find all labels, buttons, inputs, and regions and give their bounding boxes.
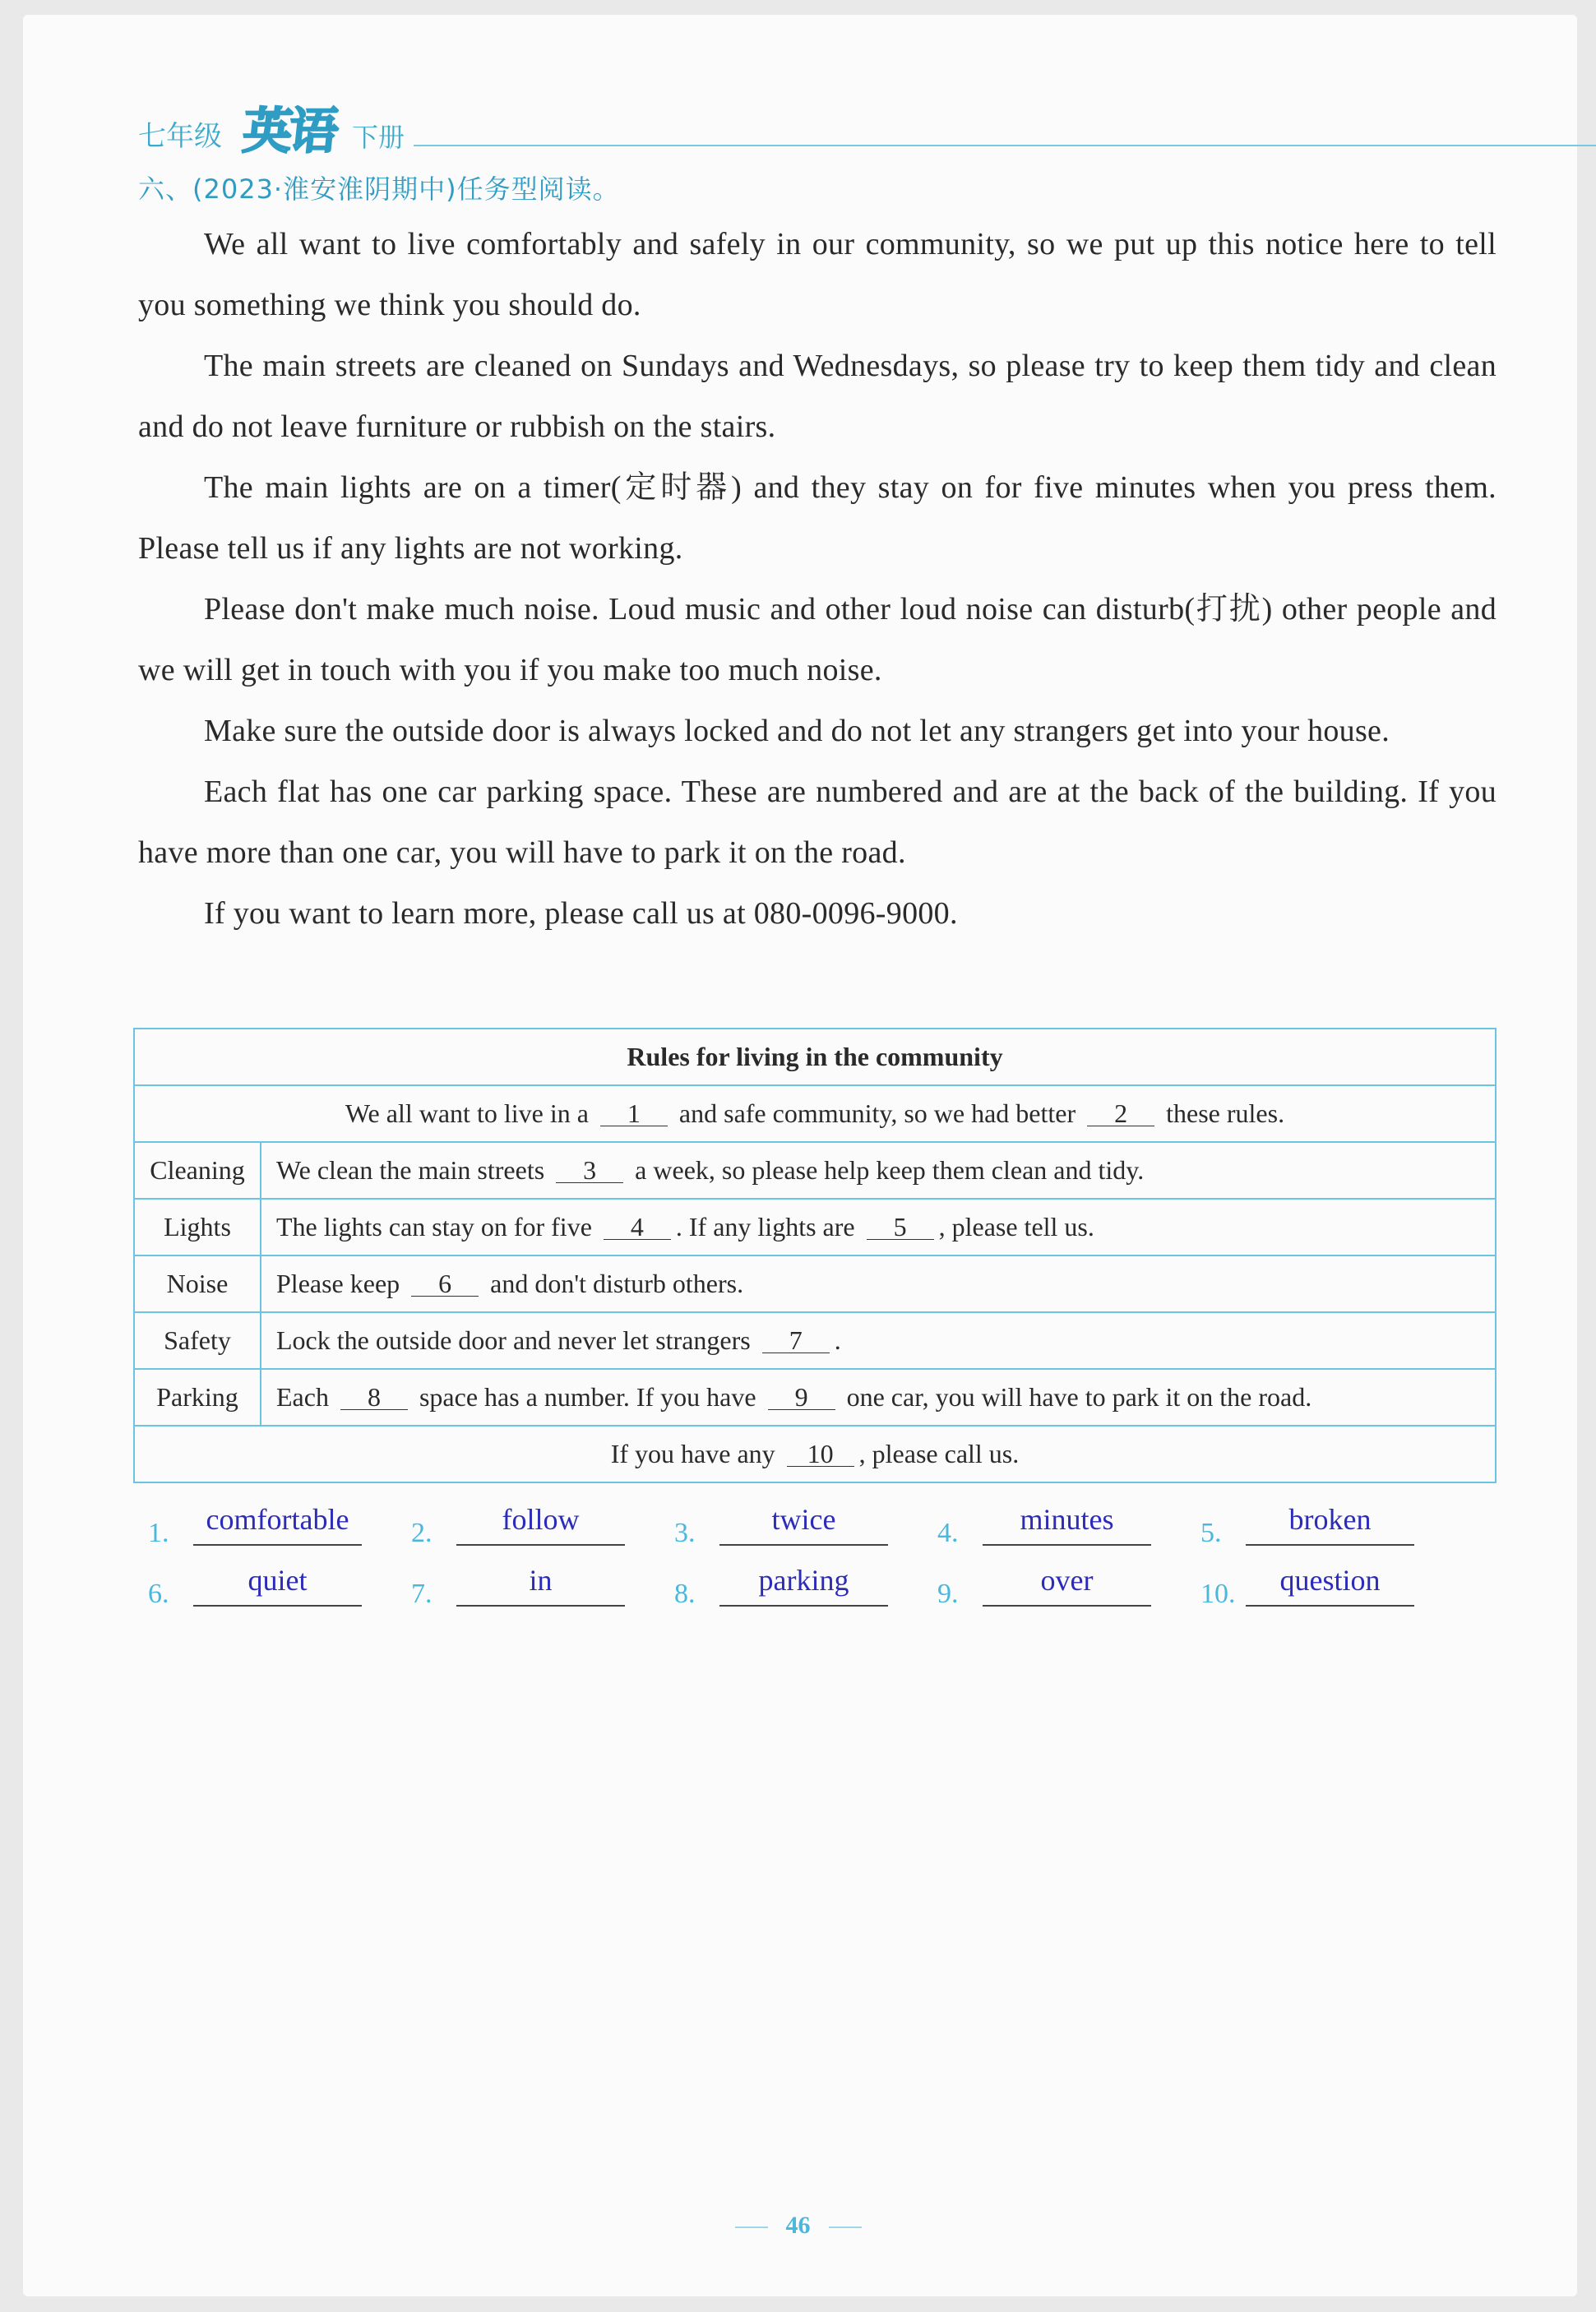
answer-number: 2.: [411, 1518, 433, 1548]
answer-field[interactable]: broken: [1246, 1496, 1414, 1546]
table-row: [134, 1369, 1496, 1426]
blank-5: 5: [867, 1214, 934, 1240]
book-header: [138, 89, 1495, 160]
answer-item: [674, 1557, 921, 1615]
row-text: a week, so please help keep them clean and tidy.: [635, 1155, 1145, 1185]
row-content-cleaning: [261, 1142, 1496, 1199]
answer-field[interactable]: minutes: [983, 1496, 1151, 1546]
answer-item: [1200, 1557, 1447, 1615]
page-number: 46: [785, 2212, 811, 2239]
row-content-noise: [261, 1255, 1496, 1312]
header-volume: 下册: [352, 122, 405, 153]
passage-paragraph: The main lights are on a timer(定时器) and they stay on for five minutes when you press them. Please tell us if any lights are not working.: [138, 470, 1497, 566]
reading-passage: [138, 214, 1497, 944]
answer-number: 10.: [1200, 1579, 1236, 1609]
passage-paragraph: Each flat has one car parking space. These are numbered and are at the back of the building. If you have more than one car, you will have to park it on the road.: [138, 775, 1497, 870]
answer-field[interactable]: quiet: [193, 1557, 362, 1607]
answer-item: [148, 1496, 395, 1554]
answer-item: [411, 1557, 658, 1615]
row-text: The lights can stay on for five: [276, 1212, 592, 1242]
blank-6: 6: [411, 1271, 479, 1297]
intro-text: and safe community, so we had better: [678, 1098, 1076, 1128]
answer-row: [148, 1557, 1431, 1618]
answer-number: 7.: [411, 1579, 433, 1609]
blank-2: 2: [1087, 1101, 1154, 1126]
answer-item: [674, 1496, 921, 1554]
row-label-noise: Noise: [134, 1255, 261, 1312]
answer-field[interactable]: in: [456, 1557, 625, 1607]
answer-row: [148, 1496, 1431, 1557]
row-content-safety: [261, 1312, 1496, 1369]
blank-8: 8: [340, 1385, 408, 1410]
header-grade: 七年级: [138, 120, 222, 153]
table-row: [134, 1142, 1496, 1199]
blank-10: 10: [787, 1441, 854, 1467]
section-title: 六、(2023·淮安淮阴期中)任务型阅读。: [138, 173, 620, 205]
footer-dash: [735, 2226, 768, 2228]
answer-field[interactable]: twice: [719, 1496, 888, 1546]
blank-4: 4: [604, 1214, 671, 1240]
passage-paragraph: We all want to live comfortably and safely in our community, so we put up this notice here to tell you something we think you should do.: [138, 227, 1497, 322]
table-footer: [134, 1426, 1496, 1482]
row-text: Lock the outside door and never let strangers: [276, 1325, 751, 1355]
row-text: .: [834, 1325, 841, 1355]
row-text: . If any lights are: [675, 1212, 855, 1242]
row-label-safety: Safety: [134, 1312, 261, 1369]
table-row: [134, 1199, 1496, 1255]
answer-item: [937, 1557, 1184, 1615]
answer-number: 9.: [937, 1579, 959, 1609]
blank-9: 9: [768, 1385, 835, 1410]
row-text: and don't disturb others.: [490, 1269, 744, 1298]
row-text: We clean the main streets: [276, 1155, 545, 1185]
answer-number: 1.: [148, 1518, 169, 1548]
row-text: Each: [276, 1382, 329, 1412]
footer-text: If you have any: [610, 1439, 775, 1468]
page-footer: [0, 2212, 1596, 2240]
table-intro-row: [134, 1085, 1496, 1142]
row-content-lights: [261, 1199, 1496, 1255]
row-text: space has a number. If you have: [419, 1382, 756, 1412]
row-text: Please keep: [276, 1269, 400, 1298]
answer-item: [148, 1557, 395, 1615]
answer-field[interactable]: comfortable: [193, 1496, 362, 1546]
answer-number: 3.: [674, 1518, 696, 1548]
header-divider: [414, 145, 1596, 146]
table-row: [134, 1255, 1496, 1312]
row-text: one car, you will have to park it on the road.: [846, 1382, 1312, 1412]
answer-field[interactable]: question: [1246, 1557, 1414, 1607]
passage-paragraph: Make sure the outside door is always locked and do not let any strangers get into your house.: [204, 714, 1390, 748]
row-text: , please tell us.: [938, 1212, 1094, 1242]
row-label-lights: Lights: [134, 1199, 261, 1255]
table-title: Rules for living in the community: [134, 1029, 1496, 1085]
answer-number: 5.: [1200, 1518, 1222, 1548]
answer-number: 4.: [937, 1518, 959, 1548]
rules-table: [133, 1028, 1497, 1483]
answer-item: [411, 1496, 658, 1554]
footer-text: , please call us.: [858, 1439, 1020, 1468]
blank-7: 7: [762, 1328, 830, 1353]
header-subject-logo: 英语: [239, 103, 339, 160]
answer-key: [148, 1496, 1431, 1618]
row-label-cleaning: Cleaning: [134, 1142, 261, 1199]
passage-paragraph: Please don't make much noise. Loud music and other loud noise can disturb(打扰) other people and we will get in touch with you if you make too much noise.: [138, 592, 1497, 687]
answer-field[interactable]: follow: [456, 1496, 625, 1546]
blank-1: 1: [600, 1101, 668, 1126]
table-footer-row: [134, 1426, 1496, 1482]
passage-paragraph: The main streets are cleaned on Sundays and Wednesdays, so please try to keep them tidy and clean and do not leave furniture or rubbish on the stairs.: [138, 349, 1497, 444]
intro-text: these rules.: [1166, 1098, 1285, 1128]
row-content-parking: [261, 1369, 1496, 1426]
answer-item: [937, 1496, 1184, 1554]
answer-item: [1200, 1496, 1447, 1554]
table-row: [134, 1312, 1496, 1369]
answer-number: 8.: [674, 1579, 696, 1609]
answer-field[interactable]: parking: [719, 1557, 888, 1607]
footer-dash: [829, 2226, 862, 2228]
answer-number: 6.: [148, 1579, 169, 1609]
blank-3: 3: [556, 1158, 623, 1183]
table-title-row: [134, 1029, 1496, 1085]
intro-text: We all want to live in a: [345, 1098, 589, 1128]
answer-field[interactable]: over: [983, 1557, 1151, 1607]
passage-paragraph: If you want to learn more, please call us at 080-0096-9000.: [204, 896, 958, 931]
table-intro: [134, 1085, 1496, 1142]
row-label-parking: Parking: [134, 1369, 261, 1426]
